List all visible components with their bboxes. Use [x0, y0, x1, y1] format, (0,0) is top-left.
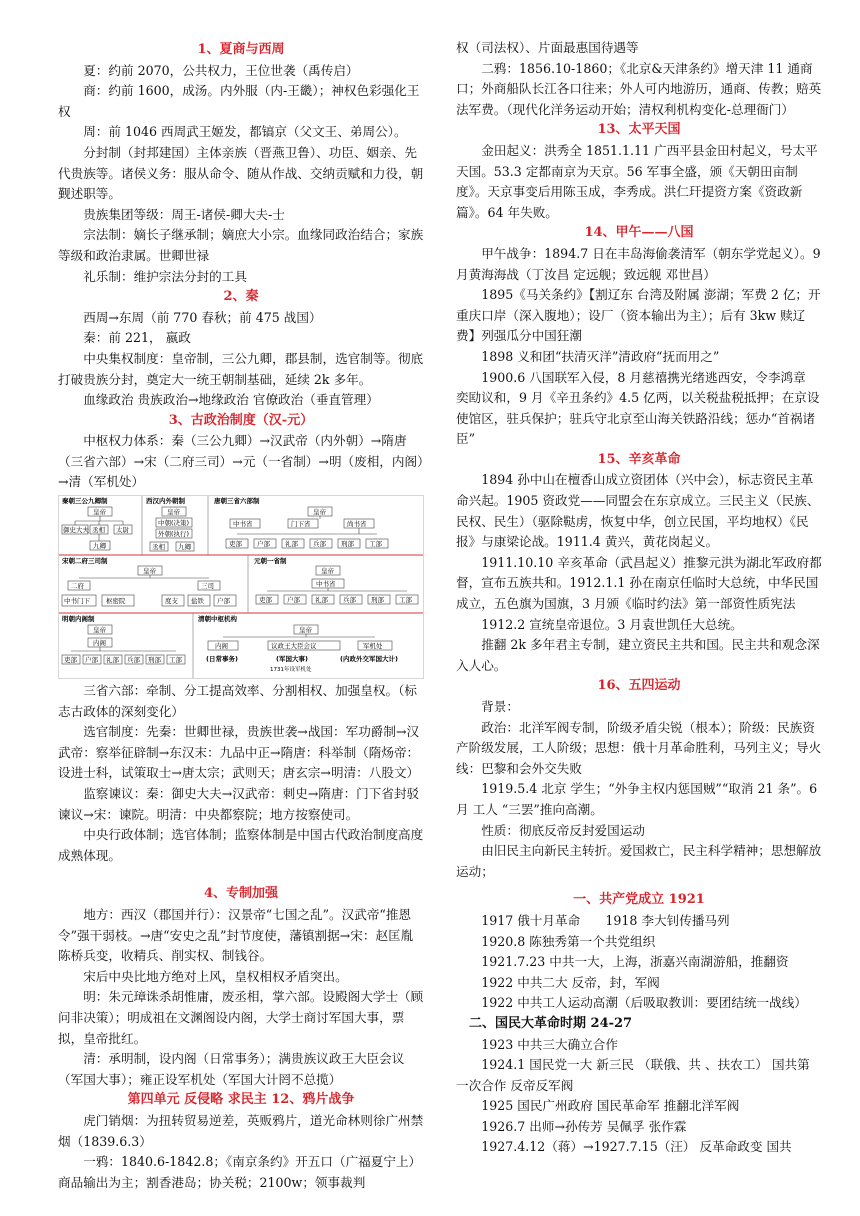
diagram-label: 中书门下 [64, 597, 90, 606]
paragraph: 1927.4.12（蒋）→1927.7.15（汪） 反革命政变 国共 [481, 1139, 792, 1155]
diagram-label: 门下省 [291, 520, 311, 529]
diagram-label: 皇帝 [167, 508, 180, 517]
paragraph: 虎门销烟：为扭转贸易逆差，英贩鸦片，道光命林则徐广州禁烟（1839.6.3） [58, 1112, 424, 1149]
paragraph: 1912.2 宣统皇帝退位。3 月袁世凯任大总统。 [481, 616, 743, 632]
ming-title: 明朝内阁制 [62, 615, 95, 624]
diagram-label: 内阁 [215, 642, 228, 651]
paragraph: 一鸦：1840.6-1842.8；《南京条约》开五口（广福夏宁上）商品输出为主；割香港岛；协关税；2100w；领事裁判 [58, 1154, 422, 1190]
paragraph: 背景： [481, 699, 519, 714]
paragraph: 1919.5.4 北京 学生；“外争主权内惩国贼”“取消 21 条”。6 月 工人 “三罢”推向高潮。 [456, 781, 818, 817]
paragraph: 周：前 1046 西周武王姬发，都镐京（父文王、弟周公）。 [83, 124, 407, 140]
paragraph: 中央行政体制；选官体制；监察体制是中国古代政治制度高度成熟体现。 [58, 827, 424, 863]
diagram-label: 礼部 [285, 540, 298, 549]
diagram-label: 工部 [399, 596, 412, 605]
paragraph: 1923 中共三大确立合作 [481, 1036, 618, 1052]
diagram-label: 度支 [165, 597, 178, 606]
diagram-label: 吏部 [259, 596, 272, 605]
section-title: 14、甲午——八国 [584, 225, 694, 241]
paragraph: 1898 义和团“扶清灭洋”清政府“抚而用之” [481, 348, 720, 364]
paragraph: 1900.6 八国联军入侵，8 月慈禧携光绪逃西安，令李鸿章 奕劻议和，9 月《辛丑条约》4.5 亿两，以关税盐税抵押；在京设使馆区，驻兵保护；驻兵守北京至山海关铁路沿线；惩办“首祸诸臣” [456, 369, 820, 447]
paragraph: 由旧民主向新民主转折。爱国救亡，民主科学精神；思想解放运动； [456, 843, 822, 879]
paragraph: 明：朱元璋诛杀胡惟庸，废丞相，掌六部。设殿阁大学士（顾问非决策）；明成祖在文渊阁设内阁，大学士商讨军国大事，票拟，皇帝批红。 [58, 989, 424, 1046]
paragraph: 夏：约前 2070，公共权力，王位世袭（禹传启） [83, 62, 359, 78]
paragraph: 三省六部：牵制、分工提高效率、分割相权、加强皇权。（标志古政体的深刻变化） [58, 683, 417, 719]
diagram-label: 太尉 [116, 526, 129, 535]
yuan-title: 元朝一省制 [254, 557, 287, 566]
diagram-label: 九卿 [178, 543, 191, 552]
paragraph: 清：承明制，设内阁（日常事务）；满贵族议政王大臣会议（军国大事）；雍正设军机处（军国大计罔不总揽） [58, 1051, 405, 1087]
diagram-label: 二府 [71, 582, 84, 591]
section-title: 15、辛亥革命 [597, 451, 681, 467]
government-structure-diagram [58, 495, 424, 679]
section-title: 13、太平天国 [597, 122, 681, 138]
diagram-label: 皇帝 [321, 567, 334, 576]
paragraph: 政治：北洋军阀专制，阶级矛盾尖锐（根本）；阶级：民族资产阶级发展，工人阶级；思想：俄十月革命胜利，马列主义；导火线：巴黎和会外交失败 [456, 719, 822, 776]
diagram-label: 议政王大臣会议 [271, 642, 317, 651]
paragraph: 中央集权制度：皇帝制，三公九卿，郡县制，选官制等。彻底打破贵族分封，奠定大一统王朝制基础，延续 2k 多年。 [58, 350, 424, 387]
diagram-label: 户部 [217, 597, 230, 606]
diagram-label: 军机处 [363, 642, 383, 651]
diagram-label: 皇帝 [93, 626, 106, 635]
section-title: 2、秦 [223, 289, 259, 305]
section-title: 第四单元 反侵略 求民主 12、鸦片战争 [127, 1092, 355, 1108]
han-title: 西汉内外朝制 [146, 497, 185, 506]
diagram-label: 工部 [169, 656, 182, 665]
diagram-label: 皇帝 [143, 567, 156, 576]
diagram-label: 兵部 [343, 596, 356, 605]
diagram-label: 中朝(决策) [158, 519, 190, 528]
diagram-label: 御史大夫 [63, 526, 89, 535]
diagram-label: 九卿 [93, 542, 106, 551]
diagram-label: 刑部 [148, 656, 161, 665]
diagram-label: (内政外交军国大计) [340, 655, 398, 664]
paragraph: 1921.7.23 中共一大，上海，浙嘉兴南湖游船，推翻资 [481, 954, 789, 970]
diagram-label: 吏部 [64, 656, 77, 665]
diagram-label: 三司 [201, 582, 214, 591]
paragraph: 二鸦：1856.10-1860；《北京&天津条约》增天津 11 通商口；外商船队长江各口往来；外人可内地游历，通商、传教；赔英法军费。（现代化洋务运动开始；清权利机构变化-总理衙门） [456, 60, 822, 117]
diagram-label: 户部 [85, 656, 98, 665]
paragraph: 宗法制：嫡长子继承制；嫡庶大小宗。血缘同政治结合；家族等级和政治隶属。世卿世禄 [58, 227, 424, 263]
diagram-label: 刑部 [341, 540, 354, 549]
paragraph: 性质：彻底反帝反封爱国运动 [481, 822, 645, 838]
section-title: 二、国民大革命时期 24-27 [469, 1015, 633, 1031]
paragraph: 甲午战争：1894.7 日在丰岛海偷袭清军（朝东学党起义）。9 月黄海海战（丁汝昌 定远舰；致远舰 邓世昌） [456, 245, 821, 282]
diagram-label: 皇帝 [313, 508, 326, 517]
paragraph: 分封制（封邦建国）主体亲族（晋燕卫鲁）、功臣、姻亲、先代贵族等。诸侯义务：服从命令、随从作战、交纳贡赋和力役，朝觐述职等。 [58, 144, 424, 202]
diagram-label: 外朝(执行) [158, 530, 190, 539]
paragraph: 1922 中共二大 反帝，封，军阀 [481, 974, 660, 990]
paragraph: 权（司法权）、片面最惠国待遇等 [456, 40, 639, 55]
diagram-label: 户部 [287, 596, 300, 605]
diagram-label: 枢密院 [106, 597, 126, 606]
diagram-label: 刑部 [371, 596, 384, 605]
paragraph: 1894 孙中山在檀香山成立资团体（兴中会），标志资民主革命兴起。1905 资政党——同盟会在东京成立。三民主义（民族、民权、民生）（驱除鞑虏，恢复中华，创立民国，平均地权）《民报》与康梁论战。1911.4 黄兴，黄花岗起义。 [456, 472, 820, 550]
paragraph: 1920.8 陈独秀第一个共党组织 [481, 933, 656, 949]
paragraph: 推翻 2k 多年君主专制，建立资民主共和国。民主共和观念深入人心。 [456, 637, 820, 673]
paragraph: 血缘政治 贵族政治→地缘政治 官僚政治（垂直管理） [83, 392, 379, 408]
diagram-label: 皇帝 [93, 508, 106, 517]
diagram-label: 礼部 [106, 656, 119, 665]
paragraph: 1922 中共工人运动高潮（后吸取教训：要团结统一战线） [481, 995, 807, 1011]
section-title: 4、专制加强 [203, 886, 279, 902]
paragraph: 1917 俄十月革命 1918 李大钊传播马列 [481, 912, 730, 928]
paragraph: 礼乐制：维护宗法分封的工具 [83, 268, 247, 284]
diagram-label: 丞相 [92, 526, 105, 535]
paragraph: 中枢权力体系：秦（三公九卿）→汉武帝（内外朝）→隋唐（三省六部）→宋（二府三司）→元（一省制）→明（废相，内阁）→清（军机处） [58, 433, 424, 490]
diagram-label: 中书省 [316, 580, 336, 589]
paragraph: 1925 国民广州政府 国民革命军 推翻北洋军阀 [481, 1098, 740, 1114]
diagram-label: 工部 [369, 540, 382, 549]
paragraph: 1911.10.10 辛亥革命（武昌起义）推黎元洪为湖北军政府都督，宣布五族共和。1912.1.1 孙在南京任临时大总统，中华民国成立，五色旗为国旗，3 月颁《临时约法》第一部资性质宪法 [456, 554, 822, 612]
left-column [58, 40, 424, 1193]
paragraph: 选官制度：先秦：世卿世禄，贵族世袭→战国：军功爵制→汉武帝：察举征辟制→东汉末：九品中正→隋唐：科举制（隋炀帝：设进士科，试策取士→唐太宗；武则天；唐玄宗→明清：八股文） [58, 724, 420, 781]
diagram-label: 中书省 [233, 520, 253, 529]
paragraph: 秦：前 221， 嬴政 [83, 330, 191, 346]
diagram-label: 户部 [257, 540, 270, 549]
section-title: 1、夏商与西周 [197, 42, 285, 57]
diagram-label: (军国大事) [276, 655, 308, 664]
tang-title: 唐朝三省六部制 [214, 497, 260, 506]
paragraph: 商：约前 1600，成汤。内外服（内-王畿）；神权色彩强化王权 [58, 83, 420, 119]
diagram-label: 兵部 [127, 656, 140, 665]
paragraph: 1924.1 国民党一大 新三民 （联俄、共 、扶农工） 国共第一次合作 反帝反军阀 [456, 1057, 810, 1093]
paragraph: 西周→东周（前 770 春秋；前 475 战国） [83, 309, 322, 325]
qing-title: 清朝中枢机构 [198, 615, 237, 624]
diagram-label: (日常事务) [206, 655, 238, 664]
diagram-label: 内阁 [93, 639, 106, 648]
paragraph: 监察谏议：秦：御史大夫→汉武帝：刺史→隋唐：门下省封驳谏议→宋：谏院。明清：中央都察院；地方按察使司。 [58, 786, 420, 822]
paragraph: 金田起义：洪秀全 1851.1.11 广西平县金田村起义，号太平天国。53.3 定都南京为天京。56 军事全盛，颁《天朝田亩制度》。天京事变后用陈玉成，李秀成。洪仁玕提资方案《资政新篇》。64 年失败。 [456, 142, 818, 220]
section-title: 16、五四运动 [597, 678, 681, 694]
diagram-label: 1731年设军机处 [270, 667, 312, 674]
paragraph: 地方：西汉（郡国并行）：汉景帝“七国之乱”。汉武帝“推恩令”强干弱枝。→唐“安史之乱”封节度使，藩镇割据→宋：赵匡胤 陈桥兵变，收精兵、削实权、制钱谷。 [58, 907, 414, 964]
qin-title: 秦朝三公九卿制 [62, 497, 108, 506]
diagram-label: 兵部 [313, 540, 326, 549]
paragraph: 贵族集团等级：周王-诸侯-卿大夫-士 [83, 206, 285, 222]
diagram-label: 尚书省 [347, 520, 367, 529]
diagram-label: 吏部 [229, 540, 242, 549]
diagram-label: 盐铁 [191, 597, 204, 606]
paragraph: 1926.7 出师→孙传芳 吴佩孚 张作霖 [481, 1118, 687, 1134]
section-title: 3、古政治制度（汉-元） [168, 412, 314, 428]
diagram-label: 礼部 [315, 596, 328, 605]
diagram-label: 丞相 [152, 543, 165, 552]
diagram-label: 皇帝 [299, 626, 312, 635]
paragraph: 1895《马关条约》【割辽东 台湾及附属 澎湖；军费 2 亿；开重庆口岸（深入腹地）；设厂（资本输出为主）；后有 3kw 赎辽费】列强瓜分中国狂潮 [456, 287, 821, 344]
paragraph: 宋后中央比地方绝对上风，皇权相权矛盾突出。 [83, 968, 348, 984]
section-title: 一、共产党成立 1921 [573, 892, 705, 908]
right-column [456, 38, 822, 1158]
song-title: 宋朝二府三司制 [62, 557, 108, 566]
